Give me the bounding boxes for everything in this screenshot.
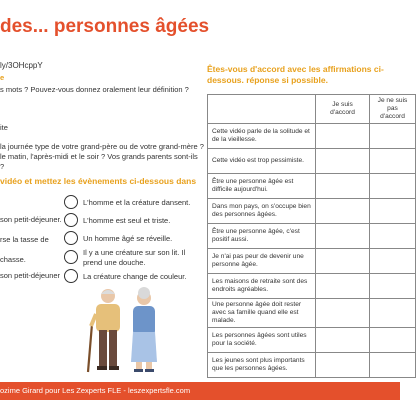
footer-bar (0, 382, 400, 400)
instruction-text: la journée type de votre grand-père ou de votre grand-mère ? (0, 142, 204, 151)
agree-cell[interactable] (316, 249, 370, 274)
table-row (208, 299, 416, 328)
column-header (208, 95, 316, 124)
section-label: e (0, 73, 5, 82)
table-row (208, 328, 416, 353)
event-left-text: chasse. (0, 255, 26, 264)
table-row (208, 174, 416, 199)
disagree-cell[interactable] (370, 124, 416, 149)
disagree-cell[interactable] (370, 299, 416, 328)
order-circle[interactable] (64, 269, 78, 283)
disagree-cell[interactable] (370, 274, 416, 299)
event-left-text: son petit-déjeuner. (0, 215, 62, 224)
video-link[interactable]: ly/3OHcppY (0, 61, 43, 70)
statement-cell: Cette vidéo parle de la solitude et de la vieillesse. (208, 124, 316, 149)
event-left-text: rse la tasse de (0, 235, 49, 244)
instruction-text: ? (0, 162, 5, 171)
event-item: L'homme est seul et triste. (83, 216, 171, 225)
table-header-row (208, 95, 416, 124)
footer-credit: ozime Girard pour Les Zexperts FLE - leszexpertsfle.com (0, 386, 191, 395)
order-circle[interactable] (64, 231, 78, 245)
order-circle[interactable] (64, 213, 78, 227)
table-row (208, 149, 416, 174)
disagree-cell[interactable] (370, 224, 416, 249)
table-row (208, 224, 416, 249)
disagree-cell[interactable] (370, 328, 416, 353)
disagree-cell[interactable] (370, 199, 416, 224)
statement-cell: Les maisons de retraite sont des endroits agréables. (208, 274, 316, 299)
order-circle[interactable] (64, 250, 78, 264)
order-circle[interactable] (64, 195, 78, 209)
disagree-cell[interactable] (370, 249, 416, 274)
agreement-question: Êtes-vous d'accord avec les affirmations ci-dessous. réponse si possible. (207, 64, 384, 85)
statement-cell: Être une personne âgée est difficile aujourd'hui. (208, 174, 316, 199)
agree-cell[interactable] (316, 149, 370, 174)
table-row (208, 124, 416, 149)
statement-cell: Une personne âgée doit rester avec sa famille quand elle est malade. (208, 299, 316, 328)
elderly-couple-illustration (78, 284, 168, 380)
agree-cell[interactable] (316, 124, 370, 149)
agree-cell[interactable] (316, 299, 370, 328)
table-row (208, 249, 416, 274)
statement-cell: Les jeunes sont plus importants que les personnes âgées. (208, 353, 316, 378)
event-item: Un homme âgé se réveille. (83, 234, 173, 243)
agreement-table (207, 94, 416, 378)
table-row (208, 199, 416, 224)
instruction-text: s mots ? Pouvez-vous donnez oralement leur définition ? (0, 85, 189, 94)
event-item: Il y a une créature sur son lit. Il prend une douche. (83, 248, 186, 267)
disagree-cell[interactable] (370, 149, 416, 174)
event-item: L'homme et la créature dansent. (83, 198, 191, 207)
instruction-text: ite (0, 123, 8, 132)
statement-cell: Je n'ai pas peur de devenir une personne âgée. (208, 249, 316, 274)
statement-cell: Cette vidéo est trop pessimiste. (208, 149, 316, 174)
agree-cell[interactable] (316, 174, 370, 199)
statement-cell: Être une personne âgée, c'est positif aussi. (208, 224, 316, 249)
event-left-text: son petit-déjeuner (0, 271, 61, 280)
agree-cell[interactable] (316, 328, 370, 353)
page-title: des... personnes âgées (0, 16, 210, 37)
agree-cell[interactable] (316, 199, 370, 224)
agree-cell[interactable] (316, 224, 370, 249)
instruction-text: le matin, l'après-midi et le soir ? Vos grands parents sont-ils (0, 152, 198, 161)
statement-cell: Les personnes âgées sont utiles pour la société. (208, 328, 316, 353)
column-header: Je suis d'accord (316, 95, 370, 124)
table-row (208, 353, 416, 378)
column-header: Je ne suis pas d'accord (370, 95, 416, 124)
event-item: La créature change de couleur. (83, 272, 187, 281)
section-heading: vidéo et mettez les évènements ci-dessous dans (0, 176, 197, 186)
table-row (208, 274, 416, 299)
agree-cell[interactable] (316, 353, 370, 378)
agree-cell[interactable] (316, 274, 370, 299)
statement-cell: Dans mon pays, on s'occupe bien des personnes âgées. (208, 199, 316, 224)
disagree-cell[interactable] (370, 353, 416, 378)
disagree-cell[interactable] (370, 174, 416, 199)
